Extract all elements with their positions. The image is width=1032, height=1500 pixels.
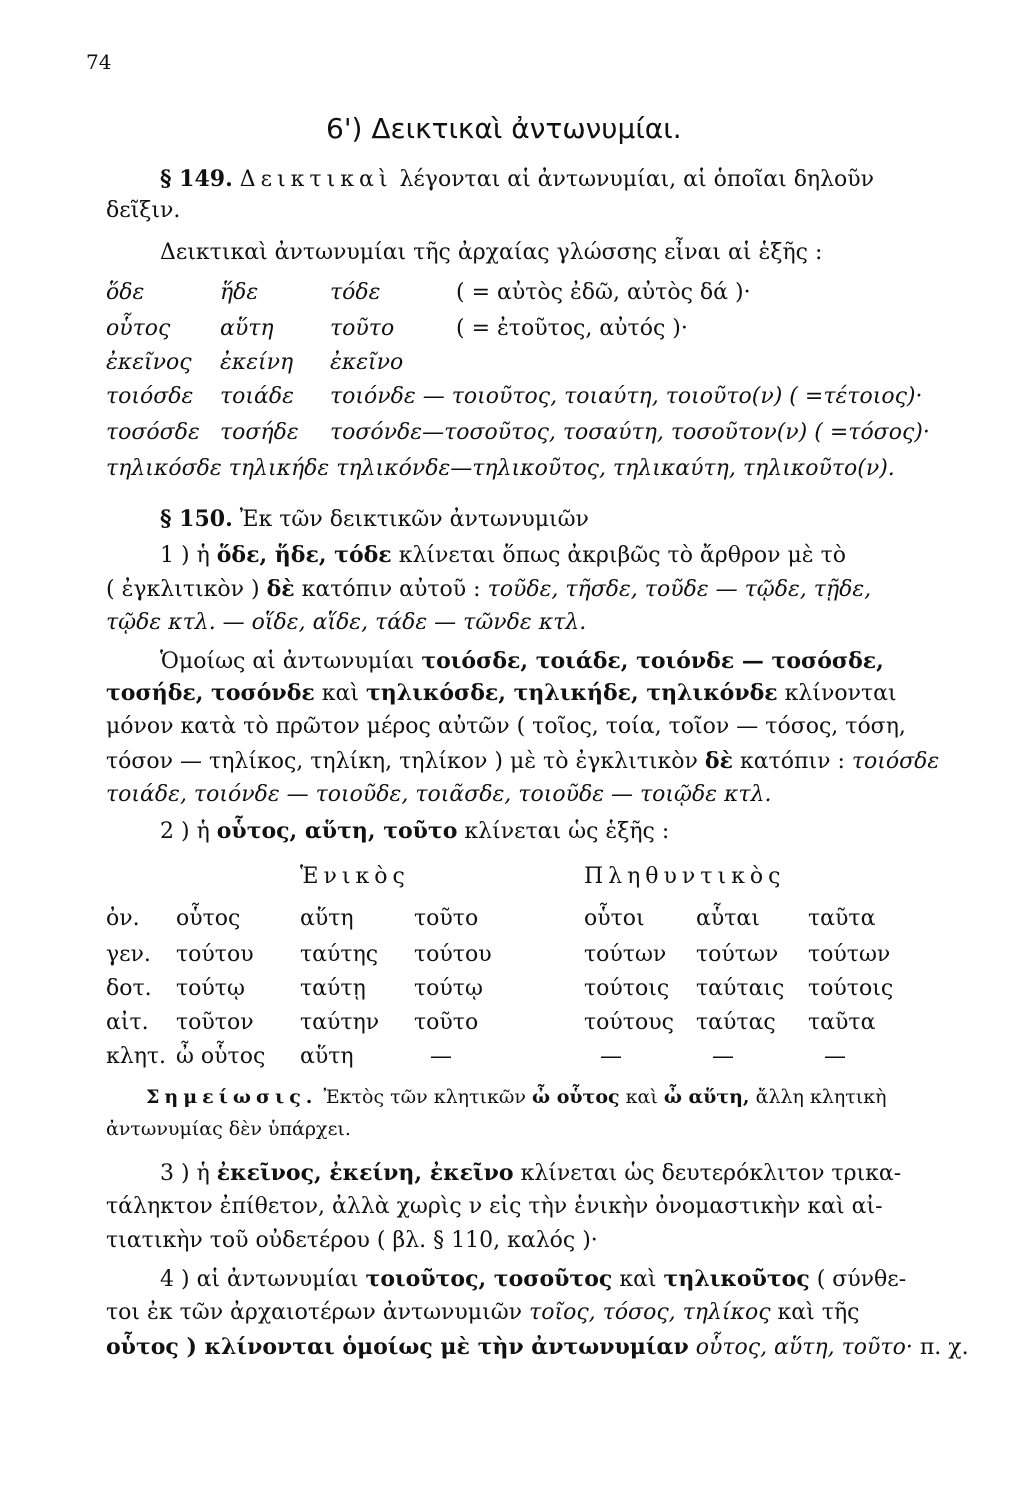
masculine: τοσόσδε xyxy=(106,420,200,445)
text: Ἐκτὸς τῶν κλητικῶν xyxy=(323,1086,526,1108)
bold-term: οὗτος, αὕτη, τοῦτο xyxy=(216,818,458,844)
text: ἄλλη κλητικὴ xyxy=(755,1086,887,1108)
p150-line2 xyxy=(106,576,871,602)
feminine: τοσήδε xyxy=(220,420,299,445)
text: κλίνεται ὡς ἑξῆς : xyxy=(464,819,670,844)
case-label: δοτ. xyxy=(106,976,152,1001)
text: 3 ) ἡ xyxy=(160,1161,210,1186)
cell: — xyxy=(430,1044,452,1069)
text: 4 ) αἱ ἀντωνυμίαι xyxy=(160,1267,359,1292)
text: 2 ) ἡ xyxy=(160,819,210,844)
bold-term: τοιοῦτος, τοσοῦτος xyxy=(365,1266,613,1292)
masculine: ἐκεῖνος xyxy=(106,350,192,375)
cell: ταύτῃ xyxy=(300,976,366,1001)
feminine: αὕτη xyxy=(220,316,274,341)
bold-term: τηλικόσδε, τηλικήδε, τηλικόνδε xyxy=(365,680,778,706)
italic-forms: τοῖος, τόσος, τηλίκος xyxy=(529,1300,771,1325)
cell: τούτων xyxy=(696,942,779,967)
p4-line2 xyxy=(106,1300,859,1325)
cell: τούτου xyxy=(176,942,254,967)
text: π. χ. xyxy=(919,1335,969,1360)
bold-term: ὅδε, ἥδε, τόδε xyxy=(216,542,392,568)
cell: τούτων xyxy=(808,942,891,967)
italic-forms: τοῦδε, τῆσδε, τοῦδε — τῷδε, τῇδε, xyxy=(487,577,872,602)
neuter: τοῦτο xyxy=(330,316,395,341)
cell: αὗται xyxy=(696,906,760,931)
cell: ταύτην xyxy=(300,1010,380,1035)
cell: ταῦτα xyxy=(808,906,876,931)
masculine: ὅδε xyxy=(106,280,145,305)
cell: οὗτος xyxy=(176,906,241,931)
p4-line3 xyxy=(106,1334,969,1360)
neuter-with-forms: τοσόνδε—τοσοῦτος, τοσαύτη, τοσοῦτον(ν) ( =τόσος)· xyxy=(330,420,930,445)
text: καὶ xyxy=(321,681,359,706)
text: τοι ἐκ τῶν ἀρχαιοτέρων ἀντωνυμιῶν xyxy=(106,1300,523,1325)
note-line1 xyxy=(146,1086,886,1108)
note-line2: ἀντωνυμίας δὲν ὑπάρχει. xyxy=(106,1118,351,1140)
text: καὶ xyxy=(619,1267,657,1292)
text: ( σύνθε- xyxy=(816,1267,907,1292)
text: Ἐκ τῶν δεικτικῶν ἀντωνυμιῶν xyxy=(239,507,589,532)
masculine: οὗτος xyxy=(106,316,171,341)
bold-term: δὲ xyxy=(266,576,295,602)
cell: τούτοις xyxy=(808,976,894,1001)
feminine: ἥδε xyxy=(220,280,259,305)
gloss: ( = ἐτοῦτος, αὐτός )· xyxy=(456,316,688,341)
text: Ὁμοίως αἱ ἀντωνυμίαι xyxy=(160,649,415,674)
cell: τούτῳ xyxy=(176,976,245,1001)
case-label: ὀν. xyxy=(106,906,140,931)
page-number: 74 xyxy=(86,50,112,74)
cell: οὗτοι xyxy=(584,906,645,931)
text: λέγονται αἱ ἀντωνυμίαι, αἱ ὁποῖαι δηλοῦν xyxy=(399,167,875,192)
bold-term: τηλικοῦτος xyxy=(663,1266,810,1292)
text: κλίνονται xyxy=(784,681,897,706)
paragraph-149-line1 xyxy=(160,166,874,192)
text: κατόπιν : xyxy=(739,749,845,774)
neuter: τόδε xyxy=(330,280,381,305)
bold-term: τοιόσδε, τοιάδε, τοιόνδε — τοσόσδε, xyxy=(421,648,884,674)
cell: αὕτη xyxy=(300,906,354,931)
cell: αὕτη xyxy=(300,1044,354,1069)
p4-line1 xyxy=(160,1266,906,1292)
cell: τούτων xyxy=(584,942,667,967)
cell: τούτου xyxy=(414,942,492,967)
section-mark: § 150. xyxy=(160,506,233,532)
text: 1 ) ἡ xyxy=(160,543,210,568)
cell: ταύταις xyxy=(696,976,785,1001)
p150-line9 xyxy=(160,818,669,844)
cell: — xyxy=(712,1044,734,1069)
cell: τοῦτο xyxy=(414,906,479,931)
bold-term: ὦ οὗτος xyxy=(531,1086,620,1108)
italic-forms: οὗτος, αὕτη, τοῦτο· xyxy=(695,1335,913,1360)
intro-text: Δεικτικαὶ ἀντωνυμίαι τῆς ἀρχαίας γλώσσης εἶναι αἱ ἑξῆς : xyxy=(160,240,823,265)
p150-line5 xyxy=(106,680,897,706)
pronoun-row-full: τηλικόσδε τηλικήδε τηλικόνδε—τηλικοῦτος, τηλικαύτη, τηλικοῦτο(ν). xyxy=(106,456,895,481)
text: τόσον — τηλίκος, τηλίκη, τηλίκον ) μὲ τὸ ἐγκλιτικὸν xyxy=(106,749,698,774)
cell: τούτῳ xyxy=(414,976,483,1001)
pronoun-row xyxy=(106,280,144,305)
p150-line1 xyxy=(160,542,846,568)
text: καὶ τῆς xyxy=(777,1300,860,1325)
p150-line4 xyxy=(160,648,884,674)
cell: ταύτας xyxy=(696,1010,776,1035)
text: κλίνεται ὅπως ἀκριβῶς τὸ ἄρθρον μὲ τὸ xyxy=(398,543,847,568)
note-label: Σημείωσις. xyxy=(146,1086,318,1108)
bold-term: δὲ xyxy=(704,748,733,774)
paragraph-150-head xyxy=(160,506,589,532)
p150-line7 xyxy=(106,748,939,774)
singular-header: Ἑνικὸς xyxy=(300,864,410,889)
section-title: 6') Δεικτικαὶ ἀντωνυμίαι. xyxy=(326,112,682,145)
p3-line1 xyxy=(160,1160,901,1186)
feminine: τοιάδε xyxy=(220,384,294,409)
cell: ὦ οὗτος xyxy=(176,1044,266,1069)
gloss: ( = αὐτὸς ἐδῶ, αὐτὸς δά )· xyxy=(456,280,751,305)
italic-forms: τοιόσδε xyxy=(851,749,940,774)
bold-term: τοσήδε, τοσόνδε xyxy=(106,680,315,706)
p150-line6: μόνον κατὰ τὸ πρῶτον μέρος αὐτῶν ( τοῖος, τοία, τοῖον — τόσος, τόση, xyxy=(106,714,906,739)
masculine: τοιόσδε xyxy=(106,384,194,409)
neuter-with-forms: τοιόνδε — τοιοῦτος, τοιαύτη, τοιοῦτο(ν) ( =τέτοιος)· xyxy=(330,384,923,409)
text: ( ἐγκλιτικὸν ) xyxy=(106,577,260,602)
bold-term: ὦ αὕτη, xyxy=(663,1086,750,1108)
section-mark: § 149. xyxy=(160,166,233,192)
case-label: αἰτ. xyxy=(106,1010,149,1035)
cell: ταύτης xyxy=(300,942,379,967)
text: κλίνεται ὡς δευτερόκλιτον τρικα- xyxy=(520,1161,902,1186)
text: κατόπιν αὐτοῦ : xyxy=(301,577,481,602)
cell: — xyxy=(824,1044,846,1069)
text: καὶ xyxy=(625,1086,658,1108)
case-label: γεν. xyxy=(106,942,151,967)
neuter: ἐκεῖνο xyxy=(330,350,404,375)
bold-term: ἐκεῖνος, ἐκείνη, ἐκεῖνο xyxy=(216,1160,514,1186)
p150-line8: τοιάδε, τοιόνδε — τοιοῦδε, τοιᾶσδε, τοιοῦδε — τοιῷδε κτλ. xyxy=(106,782,772,807)
case-label: κλητ. xyxy=(106,1044,167,1069)
feminine: ἐκείνη xyxy=(220,350,294,375)
p3-line2: τάληκτον ἐπίθετον, ἀλλὰ χωρὶς ν εἰς τὴν ἑνικὴν ὀνομαστικὴν καὶ αἰ- xyxy=(106,1194,883,1219)
cell: τούτους xyxy=(584,1010,674,1035)
spaced-term: Δεικτικαὶ xyxy=(239,167,393,192)
cell: ταῦτα xyxy=(808,1010,876,1035)
cell: τούτοις xyxy=(584,976,670,1001)
cell: τοῦτο xyxy=(414,1010,479,1035)
paragraph-149-line2: δεῖξιν. xyxy=(106,198,181,223)
p3-line3: τιατικὴν τοῦ οὐδετέρου ( βλ. § 110, καλός )· xyxy=(106,1228,598,1253)
plural-header: Πληθυντικὸς xyxy=(584,864,786,889)
cell: — xyxy=(600,1044,622,1069)
p150-line3: τῷδε κτλ. — οἵδε, αἵδε, τάδε — τῶνδε κτλ. xyxy=(106,610,587,635)
text: οὗτος ) κλίνονται ὁμοίως μὲ τὴν ἀντωνυμίαν xyxy=(106,1334,689,1360)
cell: τοῦτον xyxy=(176,1010,254,1035)
